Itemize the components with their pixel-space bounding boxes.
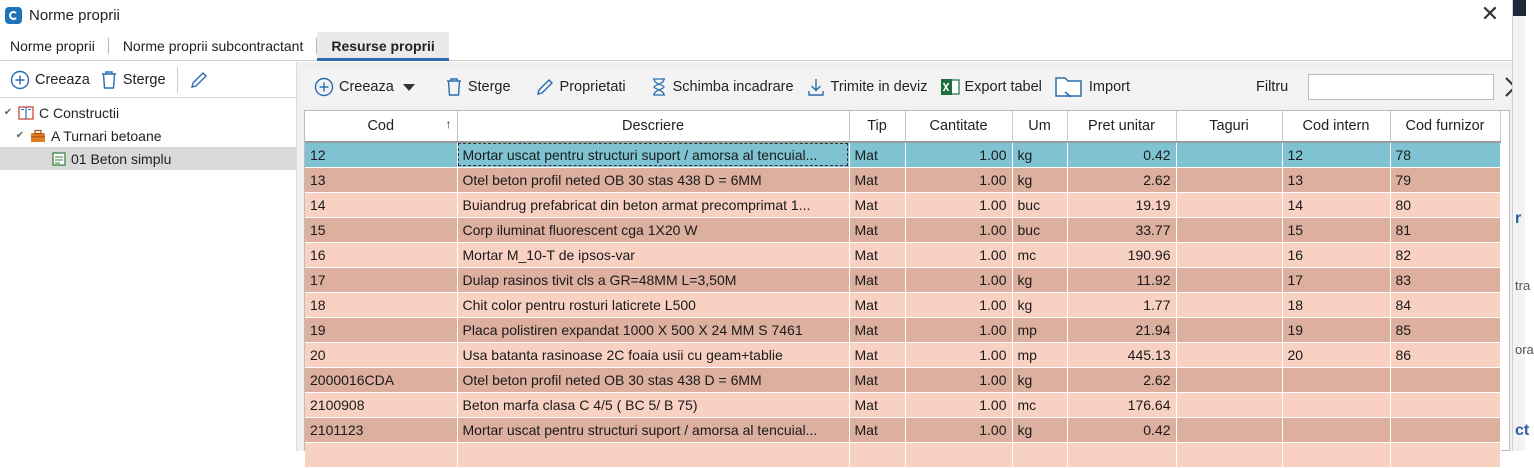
table-row[interactable] [305, 142, 1500, 167]
background-text: tra [1515, 278, 1531, 293]
cell-um[interactable]: mc [1012, 392, 1067, 417]
hourglass-icon [650, 77, 668, 97]
trash-icon [445, 77, 463, 97]
cell-cod-furnizor[interactable]: 81 [1390, 217, 1500, 242]
cell-cod[interactable]: 20 [305, 342, 457, 367]
cell-descriere[interactable] [457, 442, 849, 467]
cell-cod[interactable]: 2100908 [305, 392, 457, 417]
cell-taguri[interactable] [1176, 442, 1282, 467]
cell-cod-furnizor[interactable]: 86 [1390, 342, 1500, 367]
send-to-estimate-label: Trimite in deviz [830, 79, 928, 95]
cell-cod[interactable]: 2000016CDA [305, 367, 457, 392]
delete-resource-button[interactable] [439, 73, 517, 101]
column-header-um[interactable]: Um [1012, 111, 1067, 142]
cell-pret[interactable]: 176.64 [1067, 392, 1176, 417]
cell-cod[interactable]: 13 [305, 167, 457, 192]
send-to-estimate-button[interactable] [800, 73, 934, 101]
cell-pret[interactable]: 21.94 [1067, 317, 1176, 342]
cell-tip[interactable]: Mat [849, 267, 905, 292]
cell-pret[interactable]: 0.42 [1067, 417, 1176, 442]
create-resource-label: Creeaza [339, 79, 394, 95]
cell-pret[interactable]: 0.42 [1067, 142, 1176, 167]
table-row[interactable] [305, 317, 1500, 342]
tab-bar [0, 33, 1512, 61]
cell-cod[interactable]: 19 [305, 317, 457, 342]
export-table-button[interactable] [934, 73, 1048, 101]
tree-edit-button[interactable] [184, 66, 219, 94]
table-row[interactable] [305, 367, 1500, 392]
cell-taguri[interactable] [1176, 292, 1282, 317]
change-classification-button[interactable] [644, 73, 800, 101]
cell-cod-furnizor[interactable]: 78 [1390, 142, 1500, 167]
cell-cantitate[interactable]: 1.00 [905, 392, 1012, 417]
tree-node-01-beton-simplu[interactable] [0, 147, 296, 170]
background-window-bar [1513, 0, 1526, 16]
resources-panel [302, 62, 1512, 451]
tree-node-label: 01 Beton simplu [71, 150, 172, 167]
export-table-label: Export tabel [964, 79, 1042, 95]
cell-cantitate[interactable]: 1.00 [905, 317, 1012, 342]
resources-toolbar [302, 68, 1510, 106]
cell-descriere[interactable]: Corp iluminat fluorescent cga 1X20 W [457, 217, 849, 242]
cell-descriere[interactable]: Chit color pentru rosturi laticrete L500 [457, 292, 849, 317]
background-text: ora [1515, 342, 1534, 357]
chevron-down-icon[interactable] [402, 82, 416, 92]
resources-table [305, 111, 1501, 468]
cell-cod-intern[interactable]: 19 [1282, 317, 1390, 342]
column-header-taguri[interactable]: Taguri [1176, 111, 1282, 142]
import-button[interactable] [1048, 73, 1136, 101]
briefcase-icon [30, 129, 46, 143]
window-title: Norme proprii [29, 6, 120, 24]
cell-descriere[interactable]: Dulap rasinos tivit cls a GR=48MM L=3,50M [457, 267, 849, 292]
tree-node-c-constructii[interactable] [0, 101, 296, 124]
cell-cantitate[interactable] [905, 442, 1012, 467]
table-row[interactable] [305, 267, 1500, 292]
column-header-tip[interactable]: Tip [849, 111, 905, 142]
cell-cod-furnizor[interactable]: 80 [1390, 192, 1500, 217]
resources-grid [304, 110, 1510, 451]
cell-taguri[interactable] [1176, 192, 1282, 217]
cell-cantitate[interactable]: 1.00 [905, 342, 1012, 367]
cell-um[interactable]: buc [1012, 192, 1067, 217]
tab-resurse-proprii[interactable]: Resurse proprii [317, 32, 448, 60]
cell-descriere[interactable]: Beton marfa clasa C 4/5 ( BC 5/ B 75) [457, 392, 849, 417]
cell-cod[interactable] [305, 442, 457, 467]
cell-cod-intern[interactable]: 12 [1282, 142, 1390, 167]
cell-um[interactable]: kg [1012, 292, 1067, 317]
cell-taguri[interactable] [1176, 217, 1282, 242]
column-header-cantitate[interactable]: Cantitate [905, 111, 1012, 142]
tree-create-label: Creeaza [35, 71, 90, 88]
table-row[interactable] [305, 417, 1500, 442]
cell-cod-intern[interactable] [1282, 417, 1390, 442]
cell-taguri[interactable] [1176, 267, 1282, 292]
cell-tip[interactable] [849, 442, 905, 467]
cell-pret[interactable]: 11.92 [1067, 267, 1176, 292]
table-row[interactable] [305, 167, 1500, 192]
category-tree [0, 98, 296, 170]
cell-um[interactable]: mp [1012, 317, 1067, 342]
cell-cod-intern[interactable] [1282, 442, 1390, 467]
cell-cod-intern[interactable] [1282, 367, 1390, 392]
cell-pret[interactable]: 445.13 [1067, 342, 1176, 367]
cell-um[interactable]: kg [1012, 417, 1067, 442]
cell-pret[interactable]: 1.77 [1067, 292, 1176, 317]
cell-cantitate[interactable]: 1.00 [905, 417, 1012, 442]
cell-cod-intern[interactable]: 16 [1282, 242, 1390, 267]
cell-taguri[interactable] [1176, 342, 1282, 367]
cell-um[interactable]: buc [1012, 217, 1067, 242]
cell-cod[interactable]: 2101123 [305, 417, 457, 442]
cell-pret[interactable]: 2.62 [1067, 167, 1176, 192]
cell-cantitate[interactable]: 1.00 [905, 242, 1012, 267]
tab-norme-proprii-subcontractant[interactable]: Norme proprii subcontractant [109, 32, 318, 60]
tree-delete-label: Sterge [122, 71, 166, 88]
cell-taguri[interactable] [1176, 392, 1282, 417]
cell-cod-furnizor[interactable] [1390, 367, 1500, 392]
cell-cod-furnizor[interactable]: 85 [1390, 317, 1500, 342]
cell-um[interactable]: mc [1012, 242, 1067, 267]
column-header-label: Cod [367, 118, 395, 134]
plus-circle-icon [10, 70, 30, 90]
table-row[interactable] [305, 392, 1500, 417]
cell-cod-furnizor[interactable]: 83 [1390, 267, 1500, 292]
tree-delete-button[interactable] [95, 66, 171, 94]
cell-cod-furnizor[interactable]: 84 [1390, 292, 1500, 317]
pencil-icon [535, 77, 555, 97]
cell-descriere[interactable]: Otel beton profil neted OB 30 stas 438 D = 6MM [457, 167, 849, 192]
table-row[interactable] [305, 342, 1500, 367]
cell-cantitate[interactable]: 1.00 [905, 367, 1012, 392]
table-row[interactable] [305, 242, 1500, 267]
tree-node-a-turnari-betoane[interactable] [0, 124, 296, 147]
plus-circle-icon [314, 77, 334, 97]
sort-ascending-icon: ↑ [445, 117, 452, 131]
cell-taguri[interactable] [1176, 167, 1282, 192]
download-icon [806, 77, 826, 97]
tree-create-button[interactable] [5, 66, 95, 94]
cell-tip[interactable]: Mat [849, 417, 905, 442]
cell-um[interactable] [1012, 442, 1067, 467]
cell-cod[interactable]: 12 [305, 142, 457, 167]
cell-cod[interactable]: 15 [305, 217, 457, 242]
folder-import-icon [1054, 74, 1084, 100]
cell-pret[interactable] [1067, 442, 1176, 467]
left-toolbar [0, 62, 296, 98]
cell-descriere[interactable]: Mortar M_10-T de ipsos-var [457, 242, 849, 267]
cell-descriere[interactable]: Buiandrug prefabricat din beton armat precomprimat 1... [457, 192, 849, 217]
document-icon [52, 152, 66, 166]
properties-button[interactable] [529, 73, 632, 101]
filter-input[interactable] [1308, 74, 1494, 100]
cell-tip[interactable]: Mat [849, 167, 905, 192]
cell-pret[interactable]: 190.96 [1067, 242, 1176, 267]
import-label: Import [1088, 79, 1130, 95]
cell-tip[interactable]: Mat [849, 242, 905, 267]
cell-pret[interactable]: 19.19 [1067, 192, 1176, 217]
cell-um[interactable]: kg [1012, 267, 1067, 292]
cell-descriere[interactable]: Mortar uscat pentru structuri suport / amorsa al tencuial... [457, 417, 849, 442]
cell-taguri[interactable] [1176, 367, 1282, 392]
cell-cantitate[interactable]: 1.00 [905, 267, 1012, 292]
column-header-descriere[interactable]: Descriere [457, 111, 849, 142]
table-header-row [305, 111, 1500, 142]
book-icon [18, 106, 34, 120]
cell-cod[interactable]: 18 [305, 292, 457, 317]
cell-um[interactable]: mp [1012, 342, 1067, 367]
column-header-cod[interactable] [305, 111, 457, 142]
cell-cod-intern[interactable]: 20 [1282, 342, 1390, 367]
filter-label: Filtru [1256, 79, 1289, 95]
cell-cod-furnizor[interactable]: 79 [1390, 167, 1500, 192]
cell-cantitate[interactable]: 1.00 [905, 167, 1012, 192]
cell-taguri[interactable] [1176, 242, 1282, 267]
cell-cantitate[interactable]: 1.00 [905, 192, 1012, 217]
cell-cod-intern[interactable]: 17 [1282, 267, 1390, 292]
background-window-edge [1512, 0, 1534, 451]
table-body [305, 142, 1500, 467]
cell-cod-furnizor[interactable]: 82 [1390, 242, 1500, 267]
cell-tip[interactable]: Mat [849, 142, 905, 167]
title-bar [0, 0, 1512, 30]
cell-pret[interactable]: 2.62 [1067, 367, 1176, 392]
close-window-button[interactable]: ✕ [1480, 1, 1500, 26]
column-header-pret-unitar[interactable]: Pret unitar [1067, 111, 1176, 142]
cell-tip[interactable]: Mat [849, 342, 905, 367]
table-row[interactable] [305, 192, 1500, 217]
create-resource-button[interactable] [308, 73, 427, 101]
cell-tip[interactable]: Mat [849, 392, 905, 417]
column-header-cod-intern[interactable]: Cod intern [1282, 111, 1390, 142]
cell-tip[interactable]: Mat [849, 367, 905, 392]
cell-pret[interactable]: 33.77 [1067, 217, 1176, 242]
pencil-icon [189, 70, 209, 90]
background-text: ct [1515, 422, 1530, 439]
cell-taguri[interactable] [1176, 142, 1282, 167]
trash-icon [100, 70, 118, 90]
delete-resource-label: Sterge [467, 79, 511, 95]
cell-descriere[interactable]: Placa polistiren expandat 1000 X 500 X 24 MM S 7461 [457, 317, 849, 342]
cell-tip[interactable]: Mat [849, 317, 905, 342]
toolbar-divider [177, 67, 178, 93]
cell-tip[interactable]: Mat [849, 192, 905, 217]
app-logo-icon [5, 7, 22, 24]
table-row[interactable] [305, 442, 1500, 467]
cell-cod-furnizor[interactable] [1390, 417, 1500, 442]
cell-cod-furnizor[interactable] [1390, 392, 1500, 417]
cell-tip[interactable]: Mat [849, 217, 905, 242]
tree-panel [0, 62, 296, 451]
cell-cod-intern[interactable]: 18 [1282, 292, 1390, 317]
cell-taguri[interactable] [1176, 417, 1282, 442]
cell-cod-intern[interactable] [1282, 392, 1390, 417]
cell-tip[interactable]: Mat [849, 292, 905, 317]
cell-cod[interactable]: 17 [305, 267, 457, 292]
cell-cod-intern[interactable]: 15 [1282, 217, 1390, 242]
cell-cod-furnizor[interactable] [1390, 442, 1500, 467]
cell-descriere[interactable]: Otel beton profil neted OB 30 stas 438 D = 6MM [457, 367, 849, 392]
cell-um[interactable]: kg [1012, 167, 1067, 192]
cell-descriere[interactable]: Mortar uscat pentru structuri suport / amorsa al tencuial... [457, 142, 849, 167]
table-row[interactable] [305, 292, 1500, 317]
expanded-chevron-icon[interactable]: ✔ [15, 130, 25, 141]
cell-cantitate[interactable]: 1.00 [905, 292, 1012, 317]
cell-cod[interactable]: 16 [305, 242, 457, 267]
table-row[interactable] [305, 217, 1500, 242]
tab-norme-proprii[interactable]: Norme proprii [0, 32, 109, 60]
properties-label: Proprietati [559, 79, 626, 95]
tree-node-label: A Turnari betoane [51, 127, 162, 144]
cell-cod-intern[interactable]: 13 [1282, 167, 1390, 192]
excel-icon [940, 77, 960, 97]
cell-cantitate[interactable]: 1.00 [905, 142, 1012, 167]
cell-um[interactable]: kg [1012, 367, 1067, 392]
cell-um[interactable]: kg [1012, 142, 1067, 167]
column-header-cod-furnizor[interactable]: Cod furnizor [1390, 111, 1500, 142]
cell-cantitate[interactable]: 1.00 [905, 217, 1012, 242]
background-text: r [1515, 210, 1522, 227]
cell-descriere[interactable]: Usa batanta rasinoase 2C foaia usii cu geam+tablie [457, 342, 849, 367]
cell-taguri[interactable] [1176, 317, 1282, 342]
cell-cod[interactable]: 14 [305, 192, 457, 217]
tree-node-label: C Constructii [39, 104, 120, 121]
expanded-chevron-icon[interactable]: ✔ [3, 107, 13, 118]
cell-cod-intern[interactable]: 14 [1282, 192, 1390, 217]
change-classification-label: Schimba incadrare [672, 79, 794, 95]
